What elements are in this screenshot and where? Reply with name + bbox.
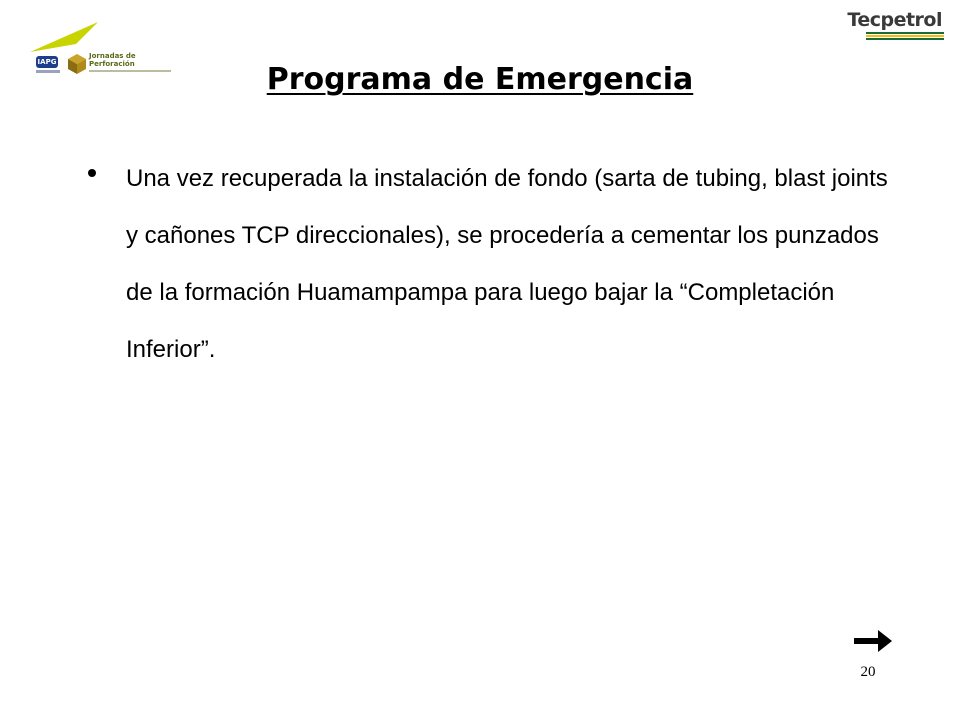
bullet-text: Una vez recuperada la instalación de fondo (sarta de tubing, blast joints y cañones TCP direccionales), se procedería a cementar los punzados de la formación Huamampampa para luego bajar la “Completación Inferior”. xyxy=(126,165,888,363)
bullet-dot-icon xyxy=(88,169,96,177)
event-name: Jornadas de Perforación xyxy=(89,52,136,68)
brand-logo: Tecpetrol xyxy=(847,9,942,31)
bullet-list xyxy=(88,150,888,378)
org-badge: IAPG xyxy=(37,58,57,66)
bullet-item xyxy=(88,150,888,378)
slide-title: Programa de Emergencia xyxy=(266,62,694,97)
right-arrow-icon[interactable] xyxy=(854,630,894,652)
brand-stripes xyxy=(866,32,944,41)
page-number: 20 xyxy=(860,664,876,680)
